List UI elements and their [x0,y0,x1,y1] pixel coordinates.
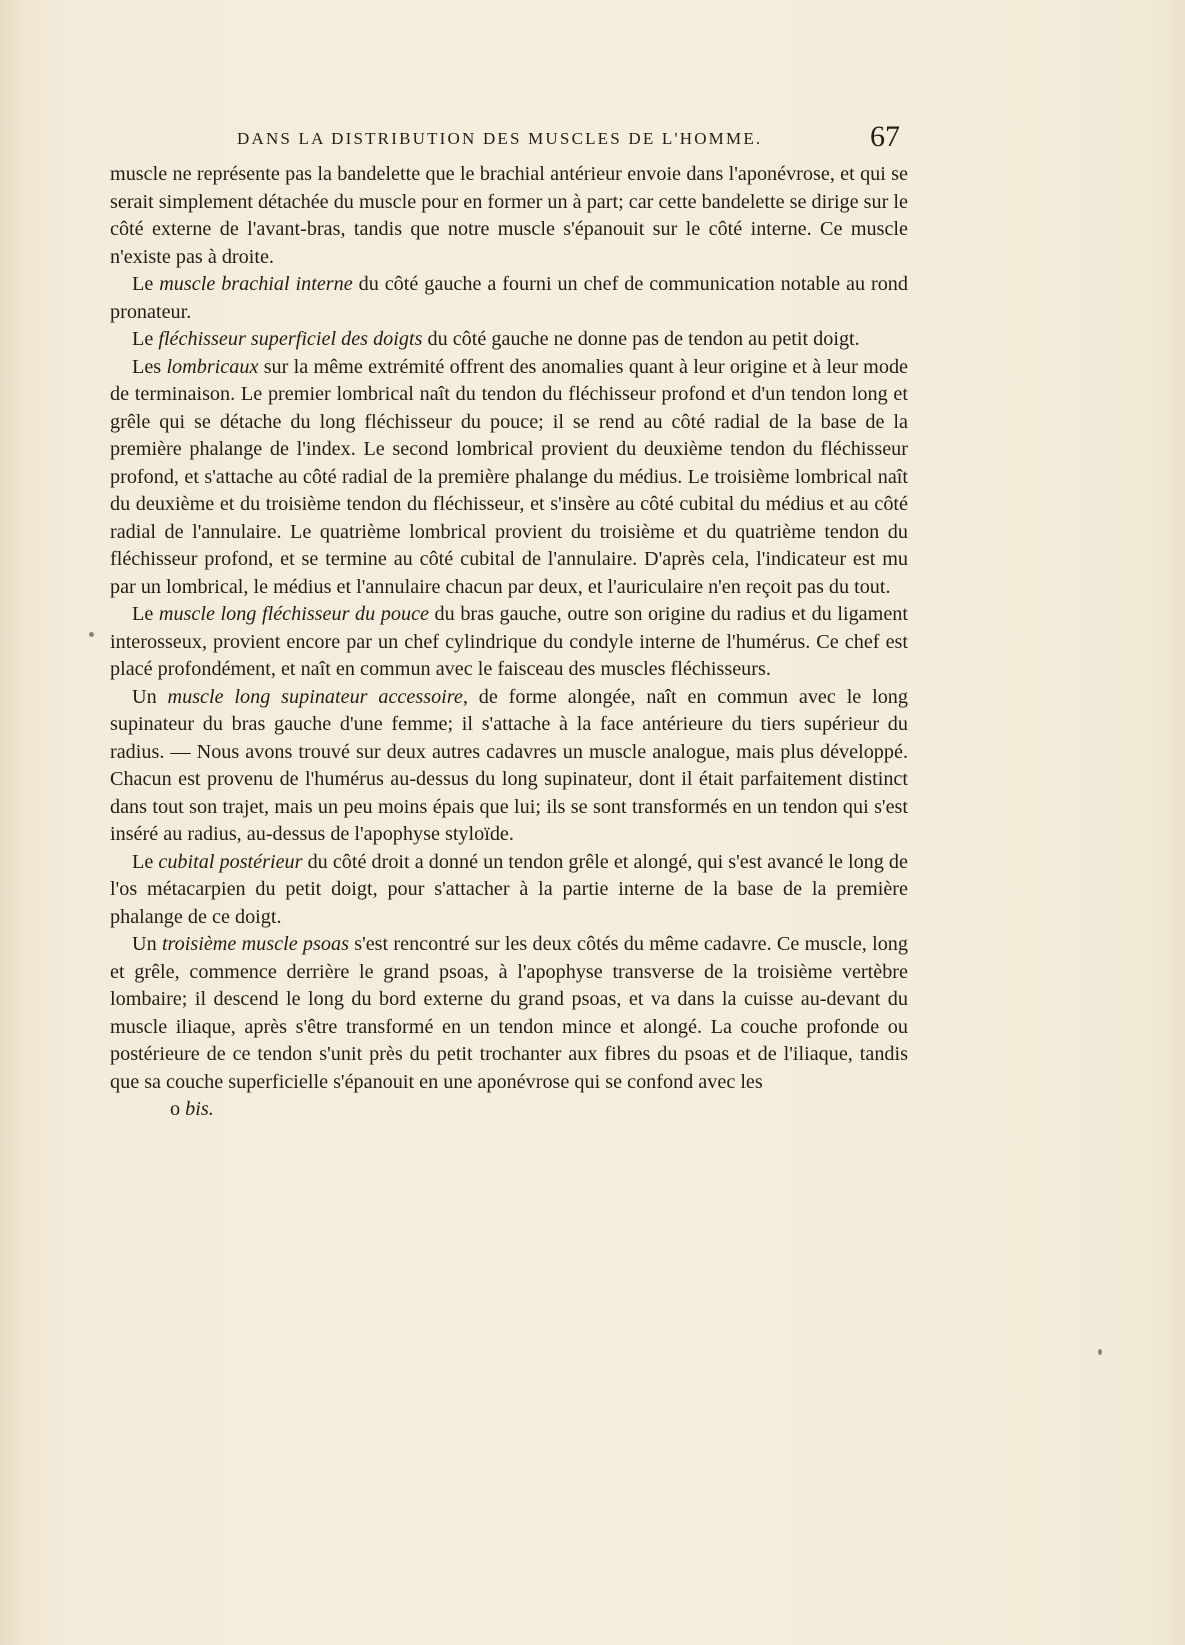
paragraph [110,326,908,354]
italic-term: troisième muscle psoas [161,933,349,955]
paragraph [110,601,908,684]
text-run: Un [132,933,162,955]
text-run: du côté droit a donné un tendon grêle et alongé, qui s'est avancé le long de l'os métacarpien du petit doigt, pour s'attacher à la partie interne de la base de la première phalange de ce doigt. [110,850,908,928]
text-run: , de forme alongée, naît en commun avec le long supinateur du bras gauche d'une femme; il s'attache à la face antérieure du tiers supérieur du radius. — Nous avons trouvé sur deux autres cadavres un muscle analogue, mais plus développé. Chacun est provenu de l'humérus au-dessus du long supinateur, dont il était parfaitement distinct dans tout son trajet, mais un peu moins épais que lui; ils se sont transformés en un tendon qui s'est inséré au radius, au-dessus de l'apophyse styloïde. [110,685,908,845]
page-number: 67 [870,120,900,153]
text-run: Un [132,685,168,708]
text-run: du côté gauche ne donne pas de tendon au petit doigt. [422,328,860,350]
italic-term: lombricaux [166,355,259,378]
catchword: bis. [185,1098,214,1120]
italic-term: muscle long fléchisseur du pouce [158,603,429,625]
paragraph [110,354,908,602]
page-header [110,120,900,160]
text-run: Le [132,328,159,350]
text-run: du bras gauche, outre son origine du radius et du ligament interosseux, provient encore par un chef cylindrique du condyle interne de l'humérus. Ce chef est placé profondément, et naît en commun avec le faisceau des muscles fléchisseurs. [110,603,908,680]
running-title: DANS LA DISTRIBUTION DES MUSCLES DE L'HOMME. [237,129,763,148]
text-run: Les [132,355,167,378]
ink-speck [89,632,94,637]
paragraph [110,161,908,271]
signature-mark: o [170,1098,181,1120]
ink-speck [1098,1349,1102,1355]
text-run: Le [132,273,160,295]
paragraph [110,271,908,326]
italic-term: fléchisseur superficiel des doigts [158,328,423,350]
text-run: sur la même extrémité offrent des anomalies quant à leur origine et à leur mode de terminaison. Le premier lombrical naît du tendon du fléchisseur profond et d'un tendon long et grêle qui se détache du long fléchisseur du pouce; il se rend au côté radial de la base de la première phalange de l'index. Le second lombrical provient du deuxième tendon du fléchisseur profond, et s'attache au côté radial de la première phalange du médius. Le troisième lombrical naît du deuxième et du troisième tendon du fléchisseur, et s'insère au côté cubital du médius et au côté radial de l'annulaire. Le quatrième lombrical provient du troisième et du quatrième tendon du fléchisseur profond, et se termine au côté cubital de l'annulaire. D'après cela, l'indicateur est mu par un lombrical, le médius et l'annulaire chacun par deux, et l'auriculaire n'en reçoit pas du tout. [110,355,909,598]
paragraph [110,849,908,932]
text-run: s'est rencontré sur les deux côtés du même cadavre. Ce muscle, long et grêle, commence derrière le grand psoas, à l'apophyse transverse de la troisième vertèbre lombaire; il descend le long du bord externe du grand psoas, et va dans la cuisse au-devant du muscle iliaque, après s'être transformé en un tendon mince et alongé. La couche profonde ou postérieure de ce tendon s'unit près du petit trochanter aux fibres du psoas et de l'iliaque, tandis que sa couche superficielle s'épanouit en une aponévrose qui se confond avec les [110,933,908,1093]
italic-term: cubital postérieur [158,850,303,873]
catchword-line [110,1096,908,1124]
text-run: du côté gauche a fourni un chef de communication notable au rond pronateur. [110,273,908,323]
italic-term: muscle long supinateur accessoire [167,685,463,708]
text-run: Le [132,850,159,873]
text-run: muscle ne représente pas la bandelette que le brachial antérieur envoie dans l'aponévrose, et qui se serait simplement détachée du muscle pour en former un à part; car cette bandelette se dirige sur le côté externe de l'avant-bras, tandis que notre muscle s'épanouit sur le côté interne. Ce muscle n'existe pas à droite. [110,163,908,268]
text-run: Le [132,603,159,625]
paragraph [110,931,908,1096]
italic-term: muscle brachial interne [159,273,353,295]
body-text [110,161,908,1124]
paragraph [110,684,908,849]
